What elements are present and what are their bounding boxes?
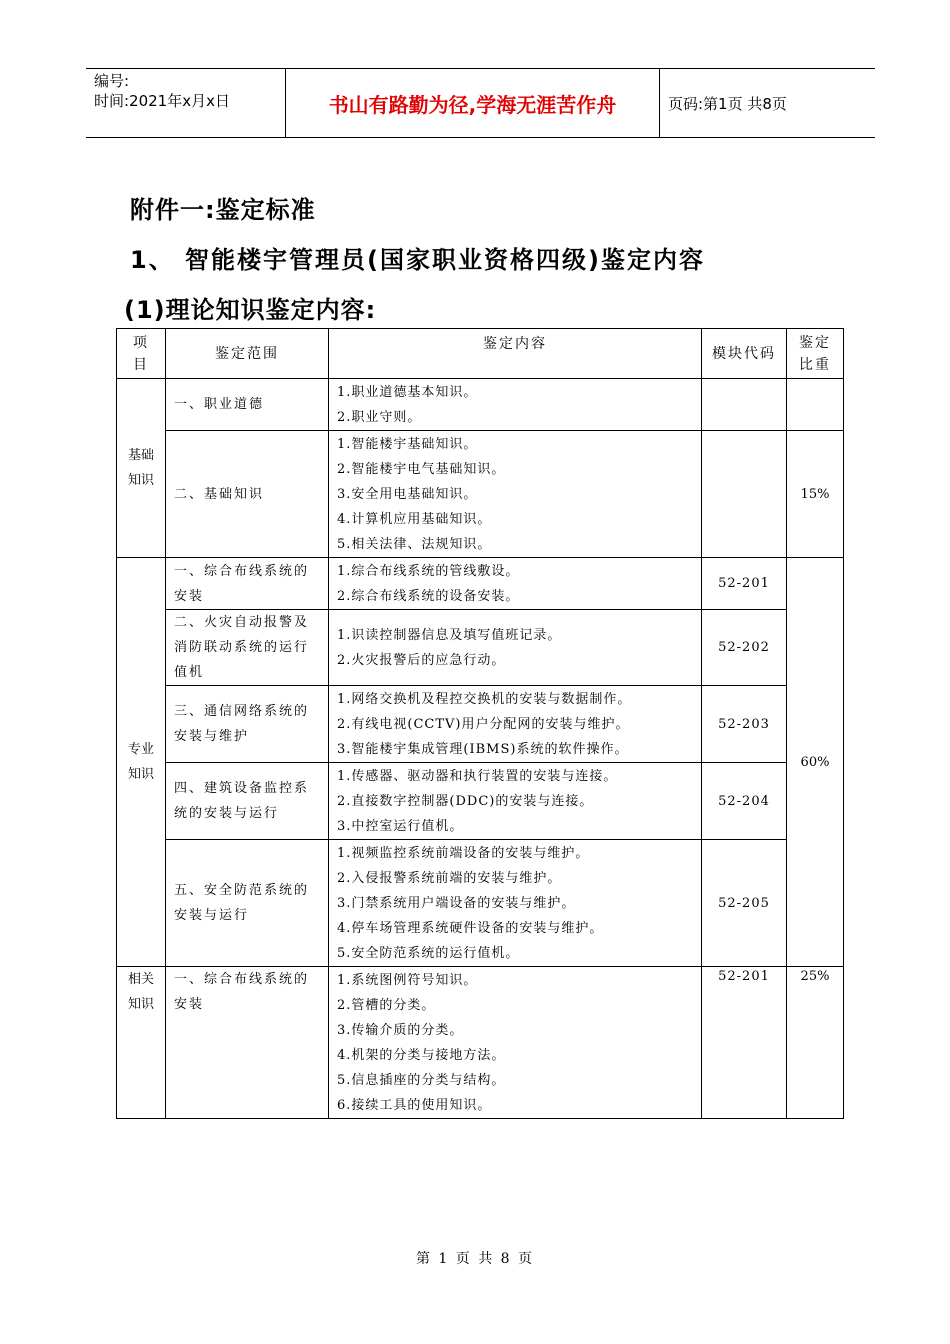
weight-cell: 15% bbox=[787, 431, 844, 558]
content-item: 3.门禁系统用户端设备的安装与维护。 bbox=[337, 895, 576, 911]
weight-cell: 25% bbox=[787, 967, 844, 1119]
content-item: 3.中控室运行值机。 bbox=[337, 818, 464, 834]
content-item: 1.综合布线系统的管线敷设。 bbox=[337, 563, 520, 579]
category-cell: 相关知识 bbox=[117, 967, 166, 1119]
category-cell: 基础知识 bbox=[117, 379, 166, 558]
scope-cell: 一、综合布线系统的安装 bbox=[166, 967, 329, 1119]
scope-cell: 一、综合布线系统的安装 bbox=[166, 558, 329, 610]
table-row bbox=[117, 431, 844, 558]
content-item: 3.智能楼宇集成管理(IBMS)系统的软件操作。 bbox=[337, 741, 629, 757]
module-code-cell: 52-204 bbox=[702, 763, 787, 840]
header-code: 模块代码 bbox=[702, 329, 787, 379]
header-item: 项目 bbox=[117, 329, 166, 379]
content-item: 3.传输介质的分类。 bbox=[337, 1022, 464, 1038]
header-page-number: 页码:第1页 共8页 bbox=[668, 94, 787, 113]
scope-cell: 五、安全防范系统的安装与运行 bbox=[166, 840, 329, 967]
content-item: 2.职业守则。 bbox=[337, 409, 422, 425]
content-cell bbox=[329, 967, 702, 1119]
content-item: 5.相关法律、法规知识。 bbox=[337, 536, 492, 552]
content-item: 2.管槽的分类。 bbox=[337, 997, 436, 1013]
content-item: 1.系统图例符号知识。 bbox=[337, 972, 478, 988]
content-item: 1.视频监控系统前端设备的安装与维护。 bbox=[337, 845, 590, 861]
module-code-cell: 52-202 bbox=[702, 610, 787, 686]
weight-cell: 60% bbox=[787, 558, 844, 967]
content-item: 2.智能楼宇电气基础知识。 bbox=[337, 461, 506, 477]
scope-cell: 一、职业道德 bbox=[166, 379, 329, 431]
table-row bbox=[117, 840, 844, 967]
assessment-table bbox=[116, 328, 844, 1119]
table-row bbox=[117, 379, 844, 431]
content-item: 2.火灾报警后的应急行动。 bbox=[337, 652, 506, 668]
content-cell bbox=[329, 763, 702, 840]
module-code-cell: 52-201 bbox=[702, 558, 787, 610]
table-row bbox=[117, 558, 844, 610]
content-item: 2.入侵报警系统前端的安装与维护。 bbox=[337, 870, 562, 886]
content-item: 6.接续工具的使用知识。 bbox=[337, 1097, 492, 1113]
table-row bbox=[117, 610, 844, 686]
header-meta bbox=[86, 69, 286, 137]
attachment-title: 附件一:鉴定标准 bbox=[130, 196, 316, 224]
content-item: 2.有线电视(CCTV)用户分配网的安装与维护。 bbox=[337, 716, 630, 732]
header-motto: 书山有路勤为径,学海无涯苦作舟 bbox=[286, 69, 660, 137]
content-item: 1.智能楼宇基础知识。 bbox=[337, 436, 478, 452]
content-item: 1.传感器、驱动器和执行装置的安装与连接。 bbox=[337, 768, 618, 784]
number-label: 编号: bbox=[94, 72, 130, 90]
table-row bbox=[117, 967, 844, 1119]
content-item: 5.信息插座的分类与结构。 bbox=[337, 1072, 506, 1088]
content-item: 4.计算机应用基础知识。 bbox=[337, 511, 492, 527]
content-item: 1.网络交换机及程控交换机的安装与数据制作。 bbox=[337, 691, 632, 707]
table-row bbox=[117, 686, 844, 763]
content-item: 2.直接数字控制器(DDC)的安装与连接。 bbox=[337, 793, 594, 809]
module-code-cell: 52-201 bbox=[702, 967, 787, 1119]
weight-cell bbox=[787, 379, 844, 431]
content-item: 4.停车场管理系统硬件设备的安装与维护。 bbox=[337, 920, 604, 936]
time-label: 时间:2021年x月x日 bbox=[94, 92, 230, 110]
content-cell bbox=[329, 610, 702, 686]
scope-cell: 二、基础知识 bbox=[166, 431, 329, 558]
table-header-row bbox=[117, 329, 844, 379]
page-header bbox=[86, 68, 875, 138]
content-cell bbox=[329, 431, 702, 558]
content-item: 1.识读控制器信息及填写值班记录。 bbox=[337, 627, 562, 643]
scope-cell: 四、建筑设备监控系统的安装与运行 bbox=[166, 763, 329, 840]
content-cell bbox=[329, 840, 702, 967]
content-item: 1.职业道德基本知识。 bbox=[337, 384, 478, 400]
header-weight: 鉴定比重 bbox=[787, 329, 844, 379]
module-code-cell bbox=[702, 431, 787, 558]
content-cell bbox=[329, 558, 702, 610]
content-cell bbox=[329, 686, 702, 763]
header-content: 鉴定内容 bbox=[329, 329, 702, 379]
subsection-title: (1)理论知识鉴定内容: bbox=[124, 296, 377, 324]
module-code-cell: 52-203 bbox=[702, 686, 787, 763]
module-code-cell: 52-205 bbox=[702, 840, 787, 967]
scope-cell: 三、通信网络系统的安装与维护 bbox=[166, 686, 329, 763]
category-cell: 专业知识 bbox=[117, 558, 166, 967]
content-item: 3.安全用电基础知识。 bbox=[337, 486, 478, 502]
content-item: 2.综合布线系统的设备安装。 bbox=[337, 588, 520, 604]
table-row bbox=[117, 763, 844, 840]
content-cell bbox=[329, 379, 702, 431]
section-title: 1、 智能楼宇管理员(国家职业资格四级)鉴定内容 bbox=[130, 246, 705, 274]
content-item: 5.安全防范系统的运行值机。 bbox=[337, 945, 520, 961]
content-item: 4.机架的分类与接地方法。 bbox=[337, 1047, 506, 1063]
page-footer: 第 1 页 共 8 页 bbox=[415, 1251, 535, 1267]
scope-cell: 二、火灾自动报警及消防联动系统的运行值机 bbox=[166, 610, 329, 686]
module-code-cell bbox=[702, 379, 787, 431]
header-scope: 鉴定范围 bbox=[166, 329, 329, 379]
